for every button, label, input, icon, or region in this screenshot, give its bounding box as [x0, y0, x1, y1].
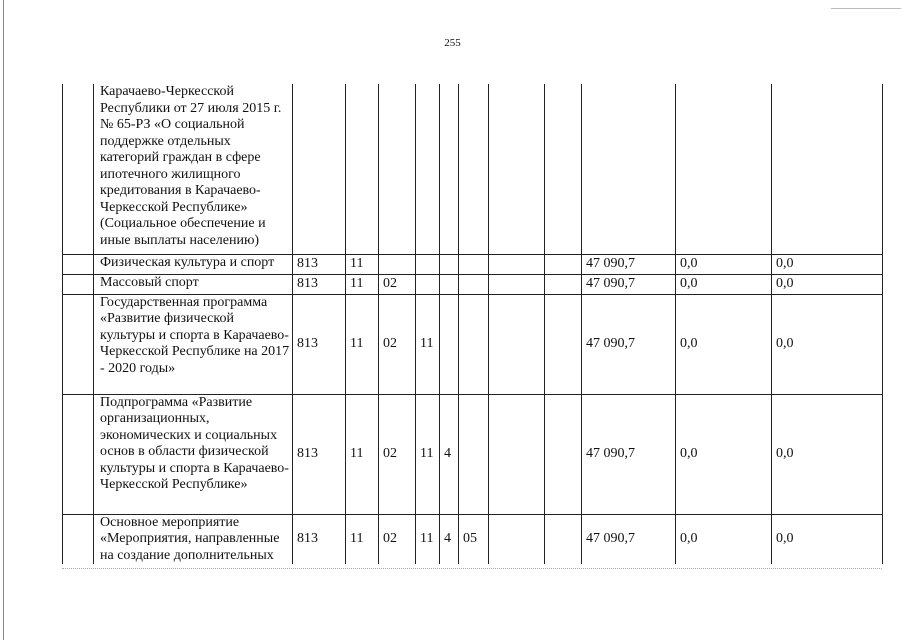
- program-code: [416, 84, 440, 254]
- row-number-cell: [63, 394, 94, 514]
- expense-type-code: [545, 274, 582, 294]
- amount-2: 0,0: [676, 514, 772, 564]
- subsection-code: 02: [379, 394, 416, 514]
- amount-1: 47 090,7: [582, 294, 676, 394]
- table-row: [63, 514, 883, 564]
- row-name: Карачаево-Черкесской Республики от 27 июля 2015 г. № 65-РЗ «О социальной поддержке отдельных категорий граждан в сфере ипотечного жилищного кредитования в Карачаево-Черкесской Республике» (Социальное обеспечение и иные выплаты населению): [94, 84, 293, 254]
- amount-2: 0,0: [676, 274, 772, 294]
- section-code: [346, 84, 379, 254]
- subprogram-code: [440, 294, 459, 394]
- amount-3: 0,0: [772, 294, 883, 394]
- ministry-code: 813: [293, 294, 346, 394]
- amount-3: [772, 84, 883, 254]
- program-code: [416, 274, 440, 294]
- amount-1: 47 090,7: [582, 514, 676, 564]
- direction-code: [489, 84, 545, 254]
- subprogram-code: [440, 254, 459, 274]
- row-name: Массовый спорт: [94, 274, 293, 294]
- program-code: 11: [416, 294, 440, 394]
- program-code: 11: [416, 514, 440, 564]
- event-code: [459, 84, 489, 254]
- subsection-code: 02: [379, 294, 416, 394]
- program-code: 11: [416, 394, 440, 514]
- page-number: 255: [444, 37, 461, 49]
- amount-2: [676, 84, 772, 254]
- row-name: Физическая культура и спорт: [94, 254, 293, 274]
- expense-type-code: [545, 84, 582, 254]
- program-code: [416, 254, 440, 274]
- section-code: 11: [346, 394, 379, 514]
- direction-code: [489, 514, 545, 564]
- direction-code: [489, 394, 545, 514]
- page-cut-line: [62, 568, 882, 569]
- expense-type-code: [545, 294, 582, 394]
- amount-1: 47 090,7: [582, 274, 676, 294]
- table-row: [63, 84, 883, 254]
- event-code: [459, 294, 489, 394]
- event-code: [459, 394, 489, 514]
- subsection-code: 02: [379, 514, 416, 564]
- ministry-code: 813: [293, 254, 346, 274]
- event-code: [459, 254, 489, 274]
- amount-3: 0,0: [772, 254, 883, 274]
- amount-3: 0,0: [772, 274, 883, 294]
- amount-2: 0,0: [676, 254, 772, 274]
- subprogram-code: [440, 274, 459, 294]
- event-code: [459, 274, 489, 294]
- row-name: Государственная программа «Развитие физической культуры и спорта в Карачаево-Черкесской Республике на 2017 - 2020 годы»: [94, 294, 293, 394]
- expense-type-code: [545, 254, 582, 274]
- section-code: 11: [346, 514, 379, 564]
- ministry-code: 813: [293, 514, 346, 564]
- ministry-code: 813: [293, 274, 346, 294]
- budget-table: [62, 84, 883, 564]
- expense-type-code: [545, 514, 582, 564]
- scan-edge-line: [831, 8, 901, 9]
- scan-margin-line: [3, 0, 4, 640]
- ministry-code: [293, 84, 346, 254]
- event-code: 05: [459, 514, 489, 564]
- ministry-code: 813: [293, 394, 346, 514]
- subsection-code: 02: [379, 274, 416, 294]
- amount-1: 47 090,7: [582, 254, 676, 274]
- direction-code: [489, 294, 545, 394]
- subprogram-code: 4: [440, 514, 459, 564]
- table-row: [63, 394, 883, 514]
- subprogram-code: 4: [440, 394, 459, 514]
- expense-type-code: [545, 394, 582, 514]
- subsection-code: [379, 84, 416, 254]
- row-number-cell: [63, 514, 94, 564]
- direction-code: [489, 254, 545, 274]
- row-name: Основное мероприятие «Мероприятия, направленные на создание дополнительных: [94, 514, 293, 564]
- row-number-cell: [63, 84, 94, 254]
- table-row: [63, 294, 883, 394]
- section-code: 11: [346, 274, 379, 294]
- amount-1: [582, 84, 676, 254]
- table-row: [63, 274, 883, 294]
- row-name: Подпрограмма «Развитие организационных, экономических и социальных основ в области физической культуры и спорта в Карачаево-Черкесской Республике»: [94, 394, 293, 514]
- amount-2: 0,0: [676, 294, 772, 394]
- row-number-cell: [63, 294, 94, 394]
- row-number-cell: [63, 274, 94, 294]
- row-number-cell: [63, 254, 94, 274]
- amount-2: 0,0: [676, 394, 772, 514]
- amount-3: 0,0: [772, 514, 883, 564]
- section-code: 11: [346, 294, 379, 394]
- direction-code: [489, 274, 545, 294]
- amount-3: 0,0: [772, 394, 883, 514]
- subsection-code: [379, 254, 416, 274]
- table-row: [63, 254, 883, 274]
- section-code: 11: [346, 254, 379, 274]
- subprogram-code: [440, 84, 459, 254]
- amount-1: 47 090,7: [582, 394, 676, 514]
